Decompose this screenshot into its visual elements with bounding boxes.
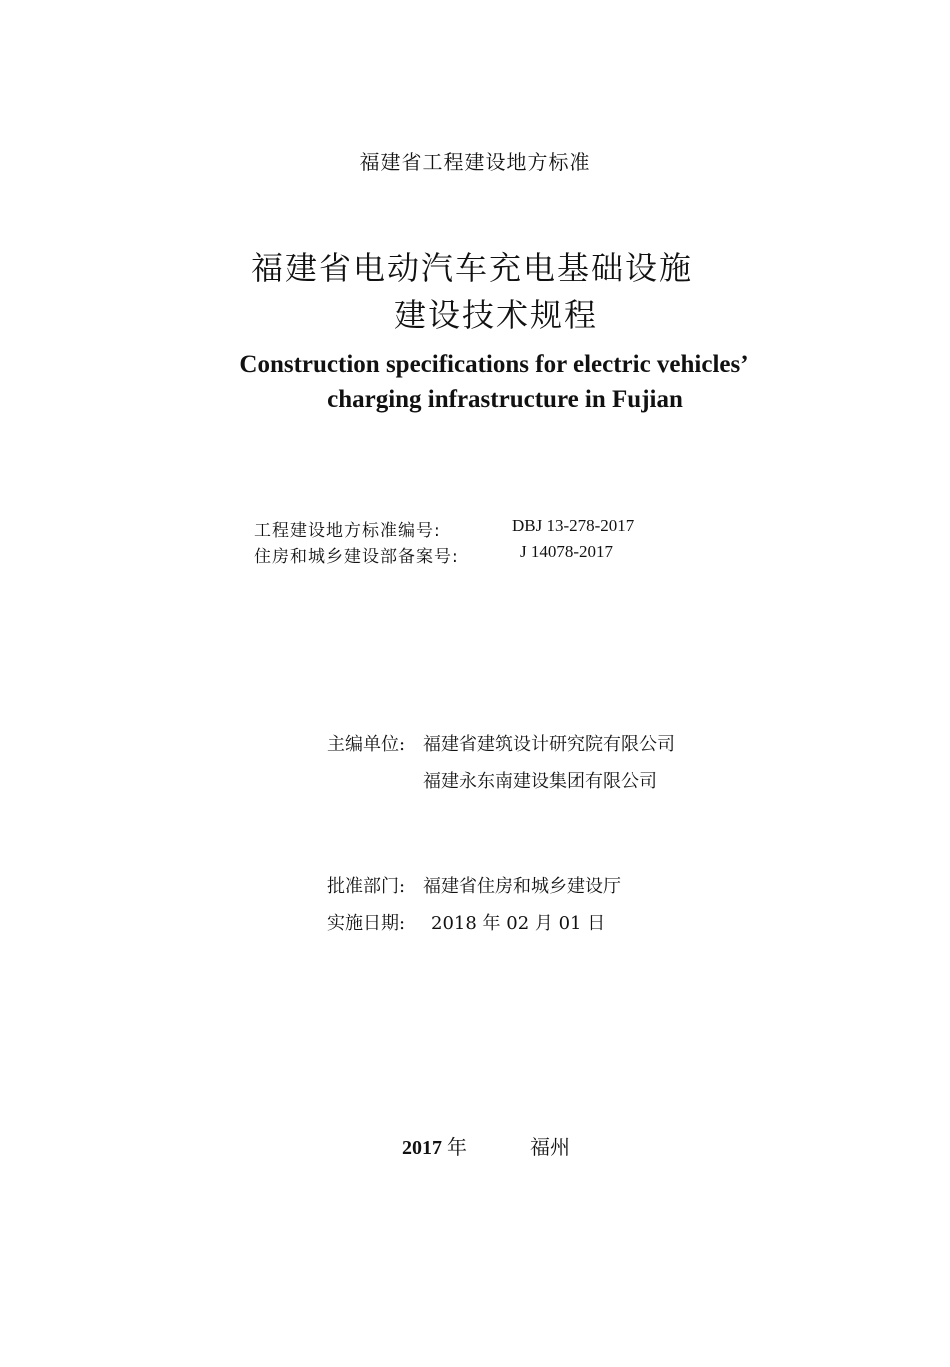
publication-year [402, 1131, 467, 1160]
chief-editor-unit-2: 福建永东南建设集团有限公司 [423, 771, 657, 792]
record-number-label: 住房和城乡建设部备案号: [254, 547, 459, 567]
publication-year-number: 2017 [402, 1137, 442, 1159]
local-standard-code-value: DBJ 13-278-2017 [512, 516, 635, 535]
chief-editor-label: 主编单位: [327, 734, 406, 755]
title-chinese-line-2: 建设技术规程 [393, 296, 598, 334]
title-english-line-1: Construction specifications for electric vehicles’ [239, 351, 749, 378]
chief-editor-unit-1: 福建省建筑设计研究院有限公司 [423, 734, 675, 755]
publication-city: 福州 [530, 1137, 570, 1159]
title-chinese-line-1: 福建省电动汽车充电基础设施 [250, 249, 693, 287]
standard-series-heading: 福建省工程建设地方标准 [359, 150, 591, 174]
record-number-value: J 14078-2017 [520, 542, 614, 561]
approving-department-value: 福建省住房和城乡建设厅 [423, 876, 621, 897]
approving-department-label: 批准部门: [327, 876, 406, 897]
publication-year-suffix: 年 [447, 1137, 467, 1159]
title-english-line-2: charging infrastructure in Fujian [327, 386, 683, 413]
effective-date-value: 2018 年 02 月 01 日 [431, 913, 606, 934]
local-standard-code-label: 工程建设地方标准编号: [254, 521, 441, 541]
effective-date-label: 实施日期: [327, 913, 406, 934]
